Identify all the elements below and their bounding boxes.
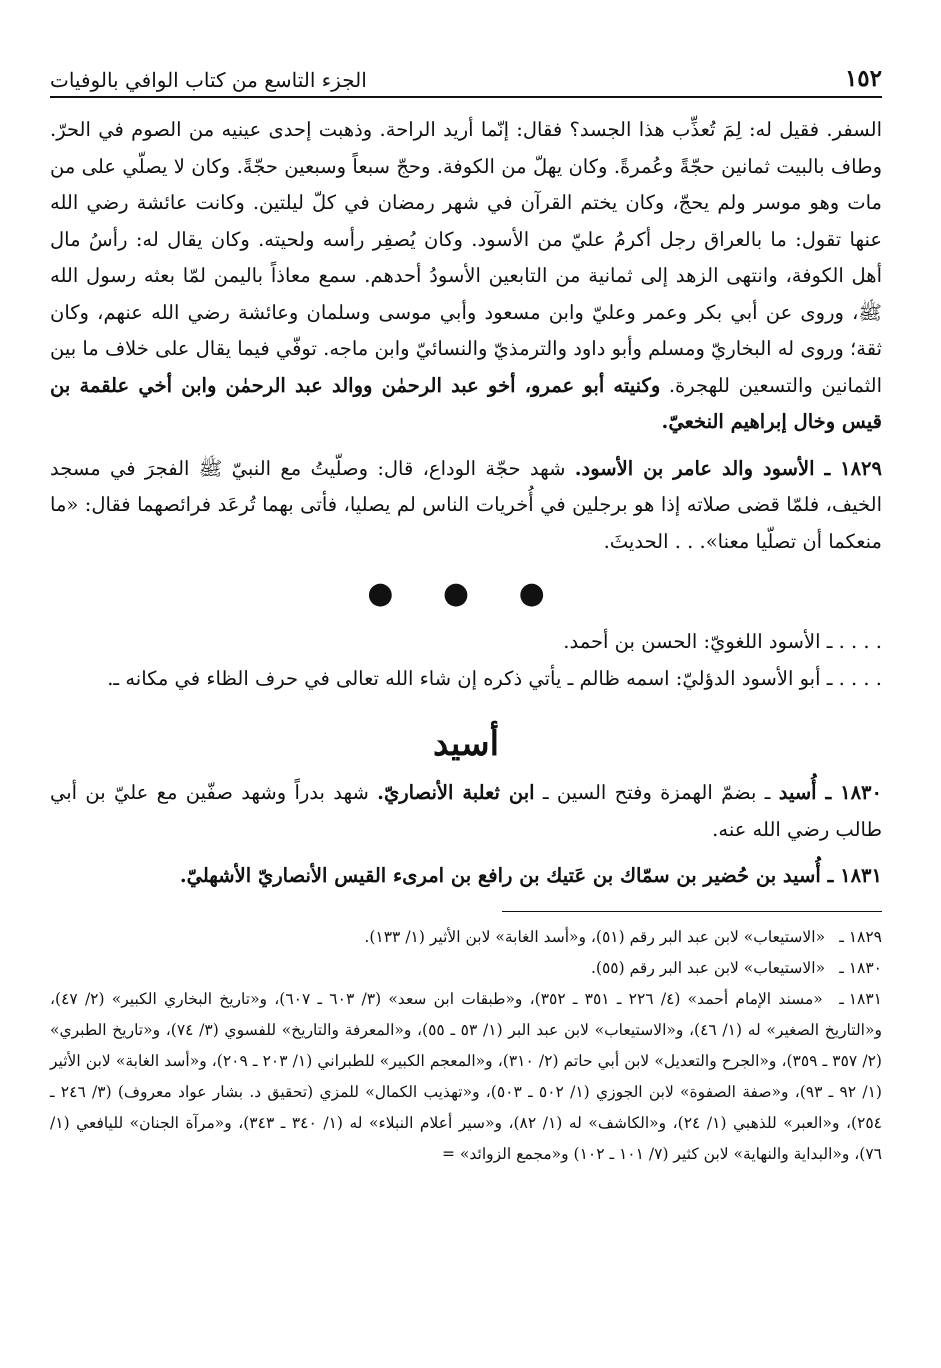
footnote-text: «مسند الإمام أحمد» (٤/ ٢٢٦ ـ ٣٥١ ـ ٣٥٢)، و«طبقات ابن سعد» (٣/ ٦٠٣ ـ ٦٠٧)، و«تاريخ البخاري الكبير» (٢/ ٤٧)، و«التاريخ الصغير» له (١/ ٤٦)، و«الاستيعاب» لابن عبد البر (١/ ٥٣ ـ ٥٥)، و«المعرفة والتاريخ» للفسوي (٣/ ٧٤)، و«تاريخ الطبري» (٢/ ٣٥٧ ـ ٣٥٩)، و«الجرح والتعديل» لابن أبي حاتم (٢/ ٣١٠)، و«المعجم الكبير» للطبراني (١/ ٢٠٣ ـ ٢٠٩)، و«أسد الغابة» لابن الأثير (١/ ٩٢ ـ ٩٣)، و«صفة الصفوة» لابن الجوزي (١/ ٥٠٢ ـ ٥٠٣)، و«تهذيب الكمال» للمزي (تحقيق د. بشار عواد معروف) (٣/ ٢٤٦ ـ ٢٥٤)، و«العبر» للذهبي (١/ ٢٤)، و«الكاشف» له (١/ ٨٢)، و«سير أعلام النبلاء» له (١/ ٣٤٠ ـ ٣٤٣)، و«مرآة الجنان» لليافعي (١/ ٧٦)، و«البداية والنهاية» لابن كثير (٧/ ١٠١ ـ ١٠٢) و«مجمع الزوائد» = <box>50 989 882 1163</box>
footnote-divider <box>502 911 882 912</box>
footnote-text: «الاستيعاب» لابن عبد البر رقم (٥٥). <box>591 958 826 977</box>
section-heading: أسيد <box>432 724 500 764</box>
continuation-bold-text: وكنيته أبو عمرو، أخو عبد الرحمٰن ووالد عبد الرحمٰن وابن أخي علقمة بن قيس وخال إبراهيم النخعيّ. <box>50 373 882 433</box>
footnote-number: ١٨٢٩ ـ <box>839 927 882 946</box>
entry-1830-heading: ١٨٣٠ ـ أُسيد <box>778 781 882 804</box>
footnote-1830 <box>50 953 882 984</box>
book-page <box>50 48 882 1170</box>
cross-ref-2: . . . . ـ أبو الأسود الدؤليّ: اسمه ظالم ـ يأتي ذكره إن شاء الله تعالى في حرف الظاء في مكانه ـ. <box>107 666 882 690</box>
entry-1830-note: ـ بضمّ الهمزة وفتح السين ـ <box>534 781 779 804</box>
book-title: الجزء التاسع من كتاب الوافي بالوفيات <box>50 68 367 92</box>
footnote-1829 <box>50 922 882 953</box>
entry-1830-name: ابن ثعلبة الأنصاريّ. <box>377 781 535 804</box>
entry-1830-text: شهد بدراً وشهد صفّين مع عليّ بن أبي طالب رضي الله عنه. <box>50 781 882 841</box>
entry-1829-text: شهد حجّة الوداع، قال: وصلّيتُ مع النبيّ ﷺ الفجرَ في مسجد الخيف، فلمّا قضى صلاته إذا هو برجلين في أُخريات الناس لم يصليا، فأتى بهما تُرعَد فرائصهما فقال: «ما منعكما أن تصلّيا معنا». . . الحديثَ. <box>50 456 882 553</box>
continuation-text: السفر. فقيل له: لِمَ تُعذِّب هذا الجسد؟ فقال: إنّما أريد الراحة. وذهبت إحدى عينيه من الصوم في الحرّ. وطاف بالبيت ثمانين حجّةً وعُمرةً. وكان يهلّ من الكوفة. وحجّ سبعاً وسبعين حجّةً. وكان لا يصلّي على من مات وهو موسر ولم يحجّ، وكان يختم القرآن في شهر رمضان في كلّ ليلتين. وكانت عائشة رضي الله عنها تقول: ما بالعراق رجل أكرمُ عليّ من الأسود. وكان يُصفِر رأسه ولحيته. وكان يقال له: رأسُ مال أهل الكوفة، وانتهى الزهد إلى ثمانية من التابعين الأسودُ أحدهم. سمع معاذاً باليمن لمّا بعثه رسول الله ﷺ، وروى عن أبي بكر وعمر وعليّ وابن مسعود وأبي موسى وسلمان وعائشة رضي الله عنهم، وكان ثقة؛ وروى له البخاريّ ومسلم وأبو داود والترمذيّ والنسائيّ وابن ماجه. توفّي فيما يقال على خلاف ما بين الثمانين والتسعين للهجرة. <box>50 118 882 397</box>
footnote-text: «الاستيعاب» لابن عبد البر رقم (٥١)، و«أسد الغابة» لابن الأثير (١/ ١٣٣). <box>364 927 826 946</box>
entry-1831 <box>50 858 882 895</box>
page-number: ١٥٢ <box>844 65 882 92</box>
continuation-paragraph <box>50 112 882 441</box>
entry-1830 <box>50 775 882 848</box>
footnote-number: ١٨٣٠ ـ <box>839 958 882 977</box>
cross-ref-1: . . . . ـ الأسود اللغويّ: الحسن بن أحمد. <box>563 630 882 653</box>
running-header <box>50 48 882 98</box>
entry-1829-heading: ١٨٢٩ ـ الأسود والد عامر بن الأسود. <box>574 456 882 480</box>
entry-1831-heading: ١٨٣١ ـ أُسيد بن حُضير بن سمّاك بن عَتيك بن رافع بن امرىء القيس الأنصاريّ الأشهليّ. <box>179 864 882 887</box>
footnote-number: ١٨٣١ ـ <box>839 989 882 1008</box>
entry-1829 <box>50 451 882 561</box>
section-separator-dots: ● ● ● <box>367 576 565 611</box>
footnote-1831 <box>50 984 882 1170</box>
